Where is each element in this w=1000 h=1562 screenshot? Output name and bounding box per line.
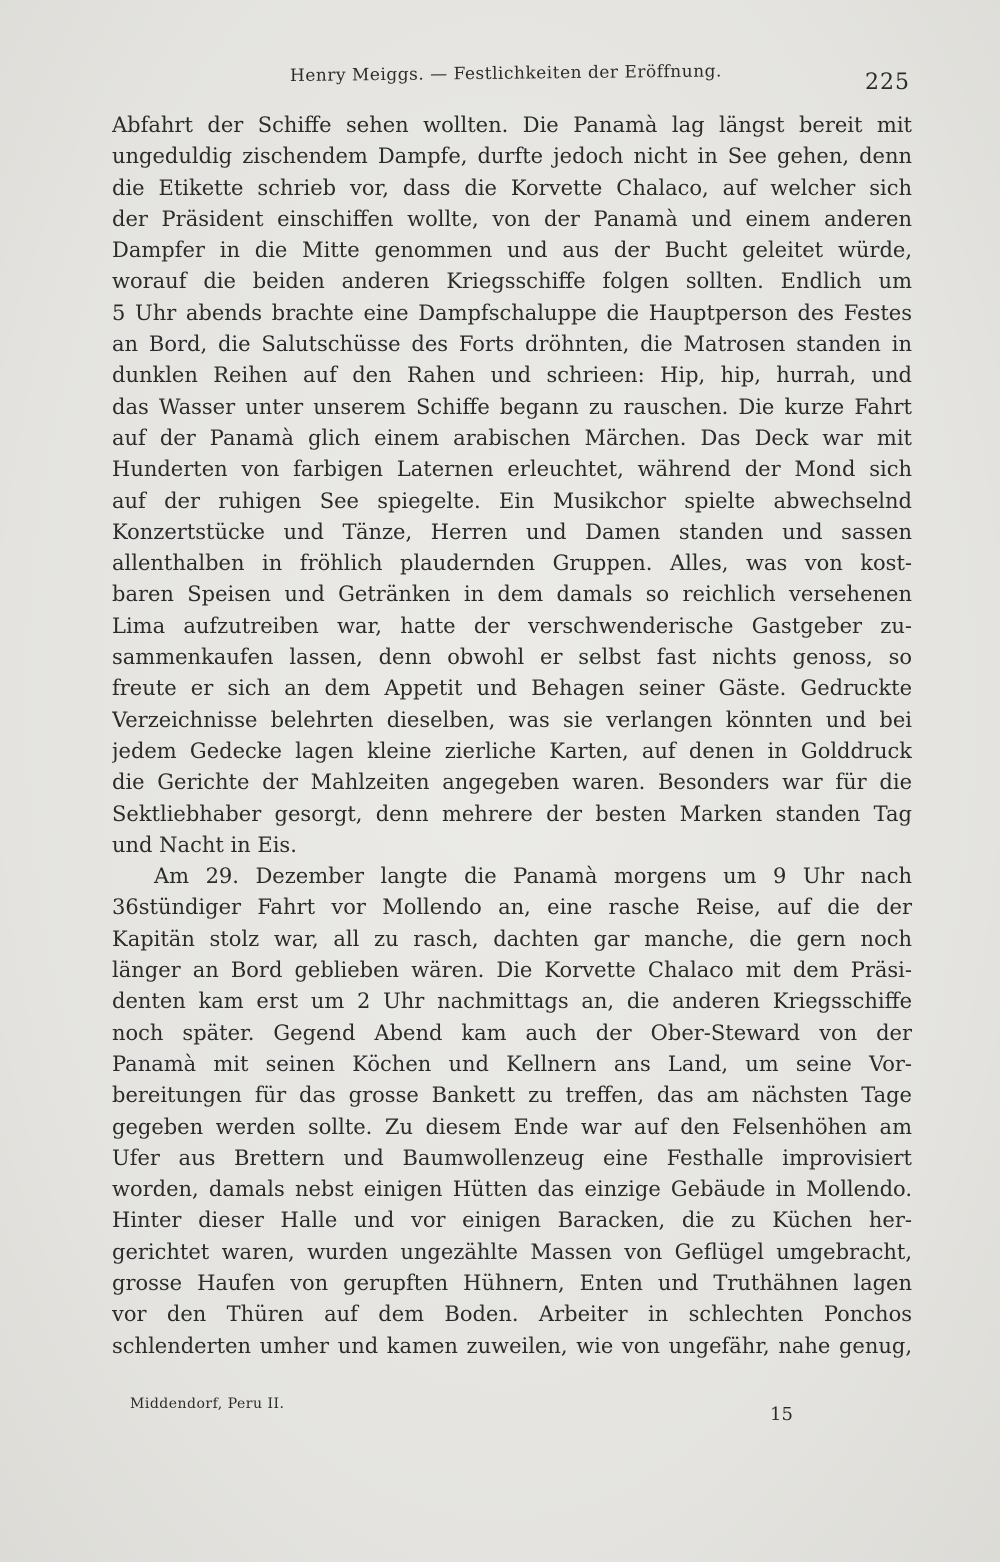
text-line: 36stündiger Fahrt vor Mollendo an, eine rasche Reise, auf die der (112, 895, 912, 920)
text-line: Ufer aus Brettern und Baumwollenzeug eine Festhalle improvisiert (112, 1145, 912, 1170)
text-line: baren Speisen und Getränken in dem damals so reichlich versehenen (112, 582, 912, 607)
text-line: Hinter dieser Halle und vor einigen Baracken, die zu Küchen her- (112, 1208, 912, 1233)
text-line: das Wasser unter unserem Schiffe begann zu rauschen. Die kurze Fahrt (112, 394, 912, 419)
printer-signature: Middendorf, Peru II. (130, 1396, 285, 1412)
paragraph-start-line: Am 29. Dezember langte die Panamà morgens um 9 Uhr nach (154, 864, 912, 889)
text-line: Verzeichnisse belehrten dieselben, was sie verlangen könnten und bei (112, 707, 912, 732)
text-line: der Präsident einschiffen wollte, von der Panamà und einem anderen (112, 206, 912, 231)
text-line: allenthalben in fröhlich plaudernden Gruppen. Alles, was von kost- (112, 551, 912, 576)
text-line: gerichtet waren, wurden ungezählte Massen von Geflügel umgebracht, (112, 1239, 912, 1264)
text-line: Hunderten von farbigen Laternen erleuchtet, während der Mond sich (112, 457, 912, 482)
page-number: 225 (865, 70, 910, 95)
text-line: worden, damals nebst einigen Hütten das einzige Gebäude in Mollendo. (112, 1177, 912, 1202)
text-line: Konzertstücke und Tänze, Herren und Damen standen und sassen (112, 519, 912, 544)
running-head: Henry Meiggs. — Festlichkeiten der Eröffnung. (289, 61, 722, 86)
text-line: auf der Panamà glich einem arabischen Märchen. Das Deck war mit (112, 425, 912, 450)
text-line: länger an Bord geblieben wären. Die Korvette Chalaco mit dem Präsi- (112, 958, 912, 983)
text-line: grosse Haufen von gerupften Hühnern, Enten und Truthähnen lagen (112, 1270, 912, 1295)
text-line: gegeben werden sollte. Zu diesem Ende war auf den Felsenhöhen am (112, 1114, 912, 1139)
text-line: auf der ruhigen See spiegelte. Ein Musikchor spielte abwechselnd (112, 488, 912, 513)
text-line: Dampfer in die Mitte genommen und aus der Bucht geleitet würde, (112, 238, 912, 263)
text-line: jedem Gedecke lagen kleine zierliche Karten, auf denen in Golddruck (112, 738, 912, 763)
body-text (112, 110, 912, 1362)
text-line: dunklen Reihen auf den Rahen und schrieen: Hip, hip, hurrah, und (112, 363, 912, 388)
signature-mark: 15 (770, 1404, 793, 1425)
text-line: noch später. Gegend Abend kam auch der Ober-Steward von der (112, 1020, 912, 1045)
text-line: Sektliebhaber gesorgt, denn mehrere der besten Marken standen Tag (112, 801, 912, 826)
text-line: Abfahrt der Schiffe sehen wollten. Die Panamà lag längst bereit mit (112, 113, 912, 137)
text-line: die Etikette schrieb vor, dass die Korvette Chalaco, auf welcher sich (112, 175, 912, 200)
text-line: Kapitän stolz war, all zu rasch, dachten gar manche, die gern noch (112, 926, 912, 951)
text-line: 5 Uhr abends brachte eine Dampfschaluppe die Hauptperson des Festes (112, 300, 912, 325)
text-line: denten kam erst um 2 Uhr nachmittags an, die anderen Kriegsschiffe (112, 989, 912, 1014)
page-footer (130, 1396, 830, 1436)
text-line: worauf die beiden anderen Kriegsschiffe folgen sollten. Endlich um (112, 269, 912, 294)
text-line: die Gerichte der Mahlzeiten angegeben waren. Besonders war für die (112, 770, 912, 795)
text-line: freute er sich an dem Appetit und Behagen seiner Gäste. Gedruckte (112, 676, 912, 701)
text-line: schlenderten umher und kamen zuweilen, wie von ungefähr, nahe genug, (112, 1333, 912, 1358)
text-line: bereitungen für das grosse Bankett zu treffen, das am nächsten Tage (112, 1083, 912, 1108)
paragraph-end-line: und Nacht in Eis. (112, 832, 297, 857)
text-line: vor den Thüren auf dem Boden. Arbeiter in schlechten Ponchos (112, 1302, 912, 1327)
page-header (290, 60, 910, 100)
text-line: an Bord, die Salutschüsse des Forts dröhnten, die Matrosen standen in (112, 332, 912, 357)
text-line: Lima aufzutreiben war, hatte der verschwenderische Gastgeber zu- (112, 613, 912, 638)
text-line: Panamà mit seinen Köchen und Kellnern ans Land, um seine Vor- (112, 1051, 912, 1076)
text-line: ungeduldig zischendem Dampfe, durfte jedoch nicht in See gehen, denn (112, 144, 912, 169)
text-line: sammenkaufen lassen, denn obwohl er selbst fast nichts genoss, so (112, 645, 912, 670)
